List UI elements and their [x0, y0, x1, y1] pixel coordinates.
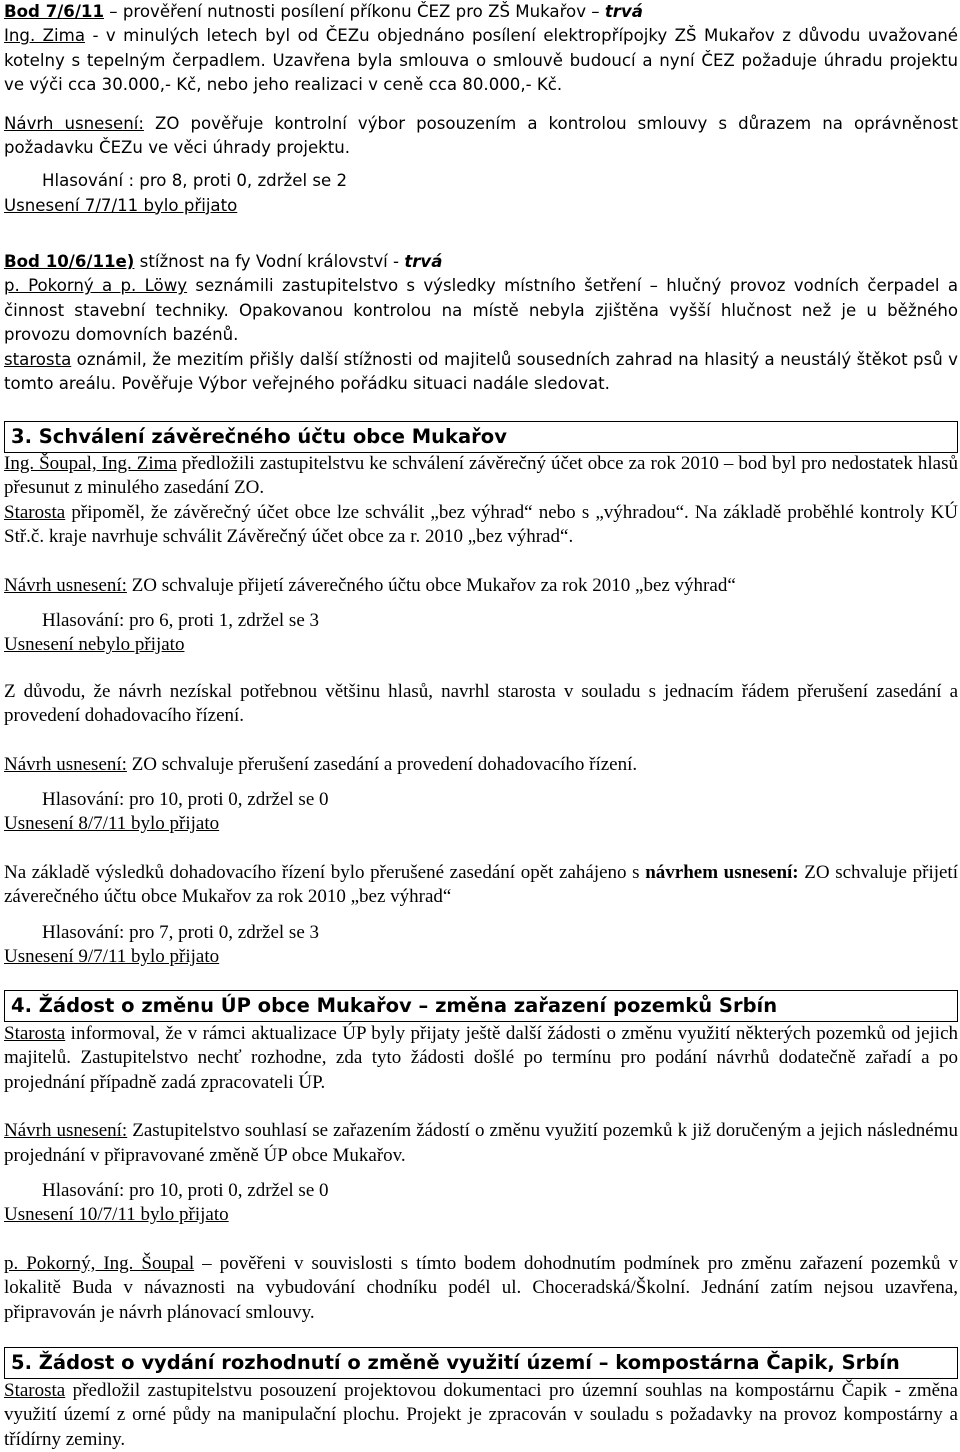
section4-proposal-label: Návrh usnesení:: [4, 1120, 128, 1142]
section4-note: [4, 1252, 958, 1325]
bod10-heading-rest: stížnost na fy Vodní království -: [134, 252, 405, 271]
section3-starosta: Starosta: [4, 501, 66, 523]
bod10-body2: [4, 348, 958, 397]
bod7-proposal-label: Návrh usnesení:: [4, 113, 144, 133]
bod7-name: Ing. Zima: [4, 26, 85, 46]
section3-proposal2-label: Návrh usnesení:: [4, 753, 127, 775]
section3-result3: Usnesení 9/7/11 bylo přijato: [4, 946, 220, 968]
section3-resume-rest: ZO schvaluje přijetí záverečného účtu obce Mukařov za rok 2010 „bez výhrad“: [4, 861, 958, 908]
section3-starosta-text: připoměl, že závěrečný účet obce lze schválit „bez výhrad“ nebo s „výhradou“. Na základě proběhlé kontroly KÚ Stř.č. kraje navrhuje schválit Závěrečný účet obce za r. 2010 „bez výhrad“.: [4, 501, 958, 548]
bod10-names: p. Pokorný a p. Löwy: [4, 276, 188, 296]
bod10-block: [4, 250, 958, 396]
section3-resume-bold: návrhem usnesení:: [645, 861, 799, 883]
bod10-starosta: starosta: [4, 349, 72, 369]
bod10-body1: [4, 274, 958, 347]
bod10-heading-paragraph: [4, 250, 958, 274]
bod7-heading: Bod 7/6/11: [4, 2, 105, 21]
bod10-body2-text: oznámil, že mezitím přišly další stížnosti od majitelů sousedních zahrad na hlasitý a neustálý štěkot psů v tomto areálu. Pověřuje Výbor veřejného pořádku situaci nadále sledovat.: [4, 349, 958, 394]
bod10-heading: Bod 10/6/11e): [4, 252, 135, 271]
bod7-result: Usnesení 7/7/11 bylo přijato: [4, 195, 238, 215]
section4-starosta: Starosta: [4, 1023, 66, 1044]
section4-note-text: – pověřeni v souvislosti s tímto bodem dohodnutím podmínek pro změnu zařazení pozemků v lokalitě Buda v návaznosti na vybudování chodníku podél ul. Choceradská/Školní. Jednání zatím nejsou uzavřena, připravován je návrh plánovací smlouvy.: [4, 1252, 958, 1323]
section4-block: [4, 1022, 958, 1325]
section5-intro: [4, 1379, 958, 1452]
section4-intro-text: informoval, že v rámci aktualizace ÚP byly přijaty ještě další žádosti o změnu využití některých pozemků od jejich majitelů. Zastupitelstvo nechť rozhodne, zda tyto žádosti došlé po termínu pro podání návrhů dodatečně zařadí a po projednání případně zadá zpracovateli ÚP.: [4, 1023, 958, 1093]
section3-vote2: Hlasování: pro 10, proti 0, zdržel se 0: [42, 789, 329, 811]
section3-starosta-paragraph: [4, 501, 958, 550]
section3-vote1: Hlasování: pro 6, proti 1, zdržel se 3: [42, 610, 320, 632]
section3-proposal1: [4, 574, 958, 598]
section3-resume-text: Na základě výsledků dohadovacího řízení bylo přerušené zasedání opět zahájeno s: [4, 861, 646, 883]
section3-intro-text: předložili zastupitelstvu ke schválení závěrečný účet obce za rok 2010 – bod byl pro nedostatek hlasů přesunut z minulého zasedání ZO.: [4, 453, 958, 499]
section3-resume: [4, 861, 958, 910]
bod7-body-text: - v minulých letech byl od ČEZu objednáno posílení elektropřípojky ZŠ Mukařov z důvodu uvažované kotelny s tepelným čerpadlem. Uzavřena byla smlouva o smlouvě budoucí a nyní ČEZ požaduje úhradu projektu ve výči cca 30.000,- Kč, nebo jeho realizaci v ceně cca 80.000,- Kč.: [4, 26, 958, 95]
bod10-body1-text: seznámili zastupitelstvo s výsledky místního šetření – hlučný provoz vodních čerpadel a činnost stavební techniky. Opakovanou kontrolou na místě nebyla zjištěna vyšší hlučnost než je u běžného provozu domovních bazénů.: [4, 276, 958, 345]
section3-proposal2: [4, 753, 958, 777]
bod7-proposal: [4, 112, 958, 161]
section3-title: 3. Schválení závěrečného účtu obce Mukařov: [4, 421, 958, 453]
bod7-status: trvá: [604, 2, 643, 21]
section3-intro: [4, 452, 958, 501]
bod7-heading-rest: – prověření nutnosti posílení příkonu ČEZ pro ZŠ Mukařov –: [104, 2, 605, 21]
section4-vote: Hlasování: pro 10, proti 0, zdržel se 0: [42, 1180, 329, 1202]
section4-intro: [4, 1022, 958, 1095]
section4-title: 4. Žádost o změnu ÚP obce Mukařov – změna zařazení pozemků Srbín: [4, 990, 958, 1022]
section3-reason: Z důvodu, že návrh nezískal potřebnou většinu hlasů, navrhl starosta v souladu s jednacím řádem přerušení zasedání a provedení dohadovacího řízení.: [4, 680, 958, 727]
section4-names: p. Pokorný, Ing. Šoupal: [4, 1252, 195, 1274]
section5-title: 5. Žádost o vydání rozhodnutí o změně využití území – kompostárna Čapik, Srbín: [4, 1347, 958, 1379]
section3-result2: Usnesení 8/7/11 bylo přijato: [4, 813, 220, 835]
section5-starosta: Starosta: [4, 1380, 66, 1401]
bod7-vote: Hlasování : pro 8, proti 0, zdržel se 2: [42, 171, 348, 191]
section3-block: [4, 452, 958, 970]
section5-intro-text: předložil zastupitelstvu posouzení projektovou dokumentaci pro územní souhlas na kompostárnu Čapik - změna využití území z orné půdy na manipulační plochu. Projekt je zpracován v souladu s požadavky na provoz kompostárny a třídírny zeminy.: [4, 1380, 958, 1450]
bod7-heading-paragraph: [4, 0, 958, 24]
section3-vote3: Hlasování: pro 7, proti 0, zdržel se 3: [42, 921, 320, 943]
bod7-body: [4, 24, 958, 97]
section4-proposal: [4, 1119, 958, 1168]
bod7-block: [4, 0, 958, 218]
section3-proposal1-text: ZO schvaluje přijetí záverečného účtu obce Mukařov za rok 2010 „bez výhrad“: [126, 574, 736, 596]
section3-proposal2-text: ZO schvaluje přerušení zasedání a provedení dohadovacího řízení.: [126, 753, 638, 775]
section3-names: Ing. Šoupal, Ing. Zima: [4, 453, 177, 474]
bod10-status: trvá: [404, 252, 443, 271]
section4-proposal-text: Zastupitelstvo souhlasí se zařazením žádostí o změnu využití pozemků k již doručeným a jejich následnému projednání v připravované změně ÚP obce Mukařov.: [4, 1120, 958, 1166]
bod7-proposal-text: ZO pověřuje kontrolní výbor posouzením a kontrolou smlouvy s důrazem na oprávněnost požadavku ČEZu ve věci úhrady projektu.: [4, 113, 959, 158]
section3-result1: Usnesení nebylo přijato: [4, 634, 185, 656]
section4-result: Usnesení 10/7/11 bylo přijato: [4, 1204, 229, 1226]
section5-block: [4, 1379, 958, 1452]
section3-proposal1-label: Návrh usnesení:: [4, 574, 127, 596]
